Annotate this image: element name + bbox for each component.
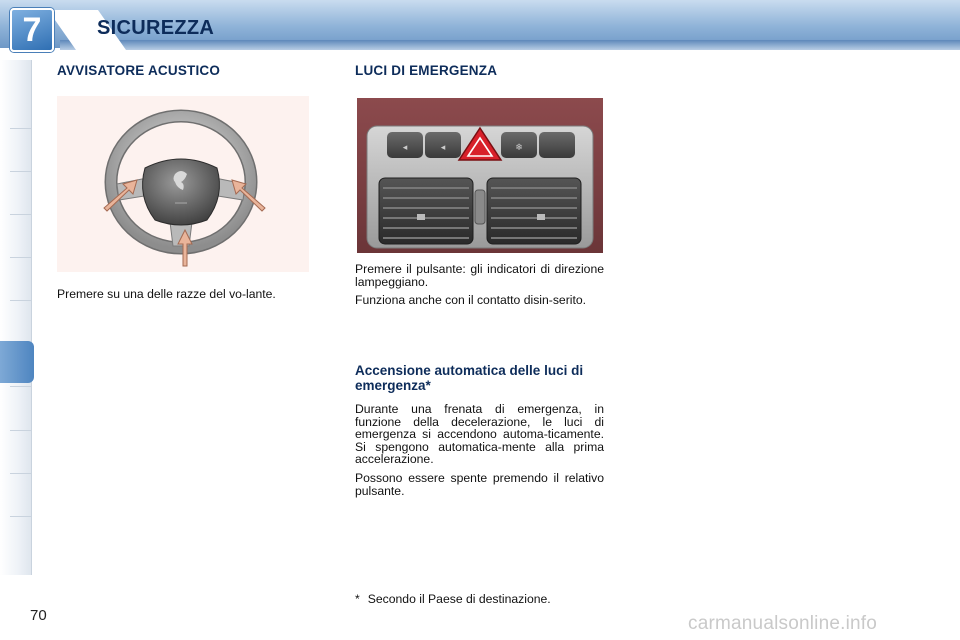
header-underline [60,40,960,50]
tab-divider [10,516,32,517]
horn-instruction: Premere su una delle razze del vo-lante. [57,287,276,301]
footnote-text: Secondo il Paese di destinazione. [367,592,551,606]
horn-heading: AVVISATORE ACUSTICO [57,63,221,78]
svg-text:❄: ❄ [515,143,523,153]
footnote-marker: * [355,592,360,606]
tab-divider [10,257,32,258]
steering-wheel-illustration [57,96,309,272]
chapter-tab-strip [0,60,32,575]
tab-divider [10,214,32,215]
hazard-switch-photo [357,98,603,253]
footnote [355,592,551,606]
auto-hazard-switch-off: Possono essere spente premendo il relativo pulsante. [355,471,604,498]
tab-divider [10,430,32,431]
auto-hazard-description: Durante una frenata di emergenza, in funzione della decelerazione, le luci di emergenza si accendono automa-ticamente. Si spengono automatica-mente alla prima accelerazione. [355,402,604,466]
tab-divider [10,171,32,172]
watermark-text: carmanualsonline.info [688,613,878,634]
section-title: SICUREZZA [97,17,215,39]
svg-text:◂: ◂ [440,143,446,153]
hazard-heading: LUCI DI EMERGENZA [355,63,498,78]
tab-divider [10,300,32,301]
hazard-instruction: Premere il pulsante: gli indicatori di direzione lampeggiano. [355,262,604,289]
page-number: 70 [30,607,47,624]
svg-text:◂: ◂ [402,143,408,153]
tab-divider [10,128,32,129]
tab-divider [10,473,32,474]
hazard-note: Funziona anche con il contatto disin-serito. [355,293,587,307]
chapter-badge: 7 [10,8,54,52]
tab-divider [10,386,32,387]
auto-hazard-heading: Accensione automatica delle luci di emergenza* [355,363,584,393]
chapter-tab-active[interactable] [0,341,34,383]
